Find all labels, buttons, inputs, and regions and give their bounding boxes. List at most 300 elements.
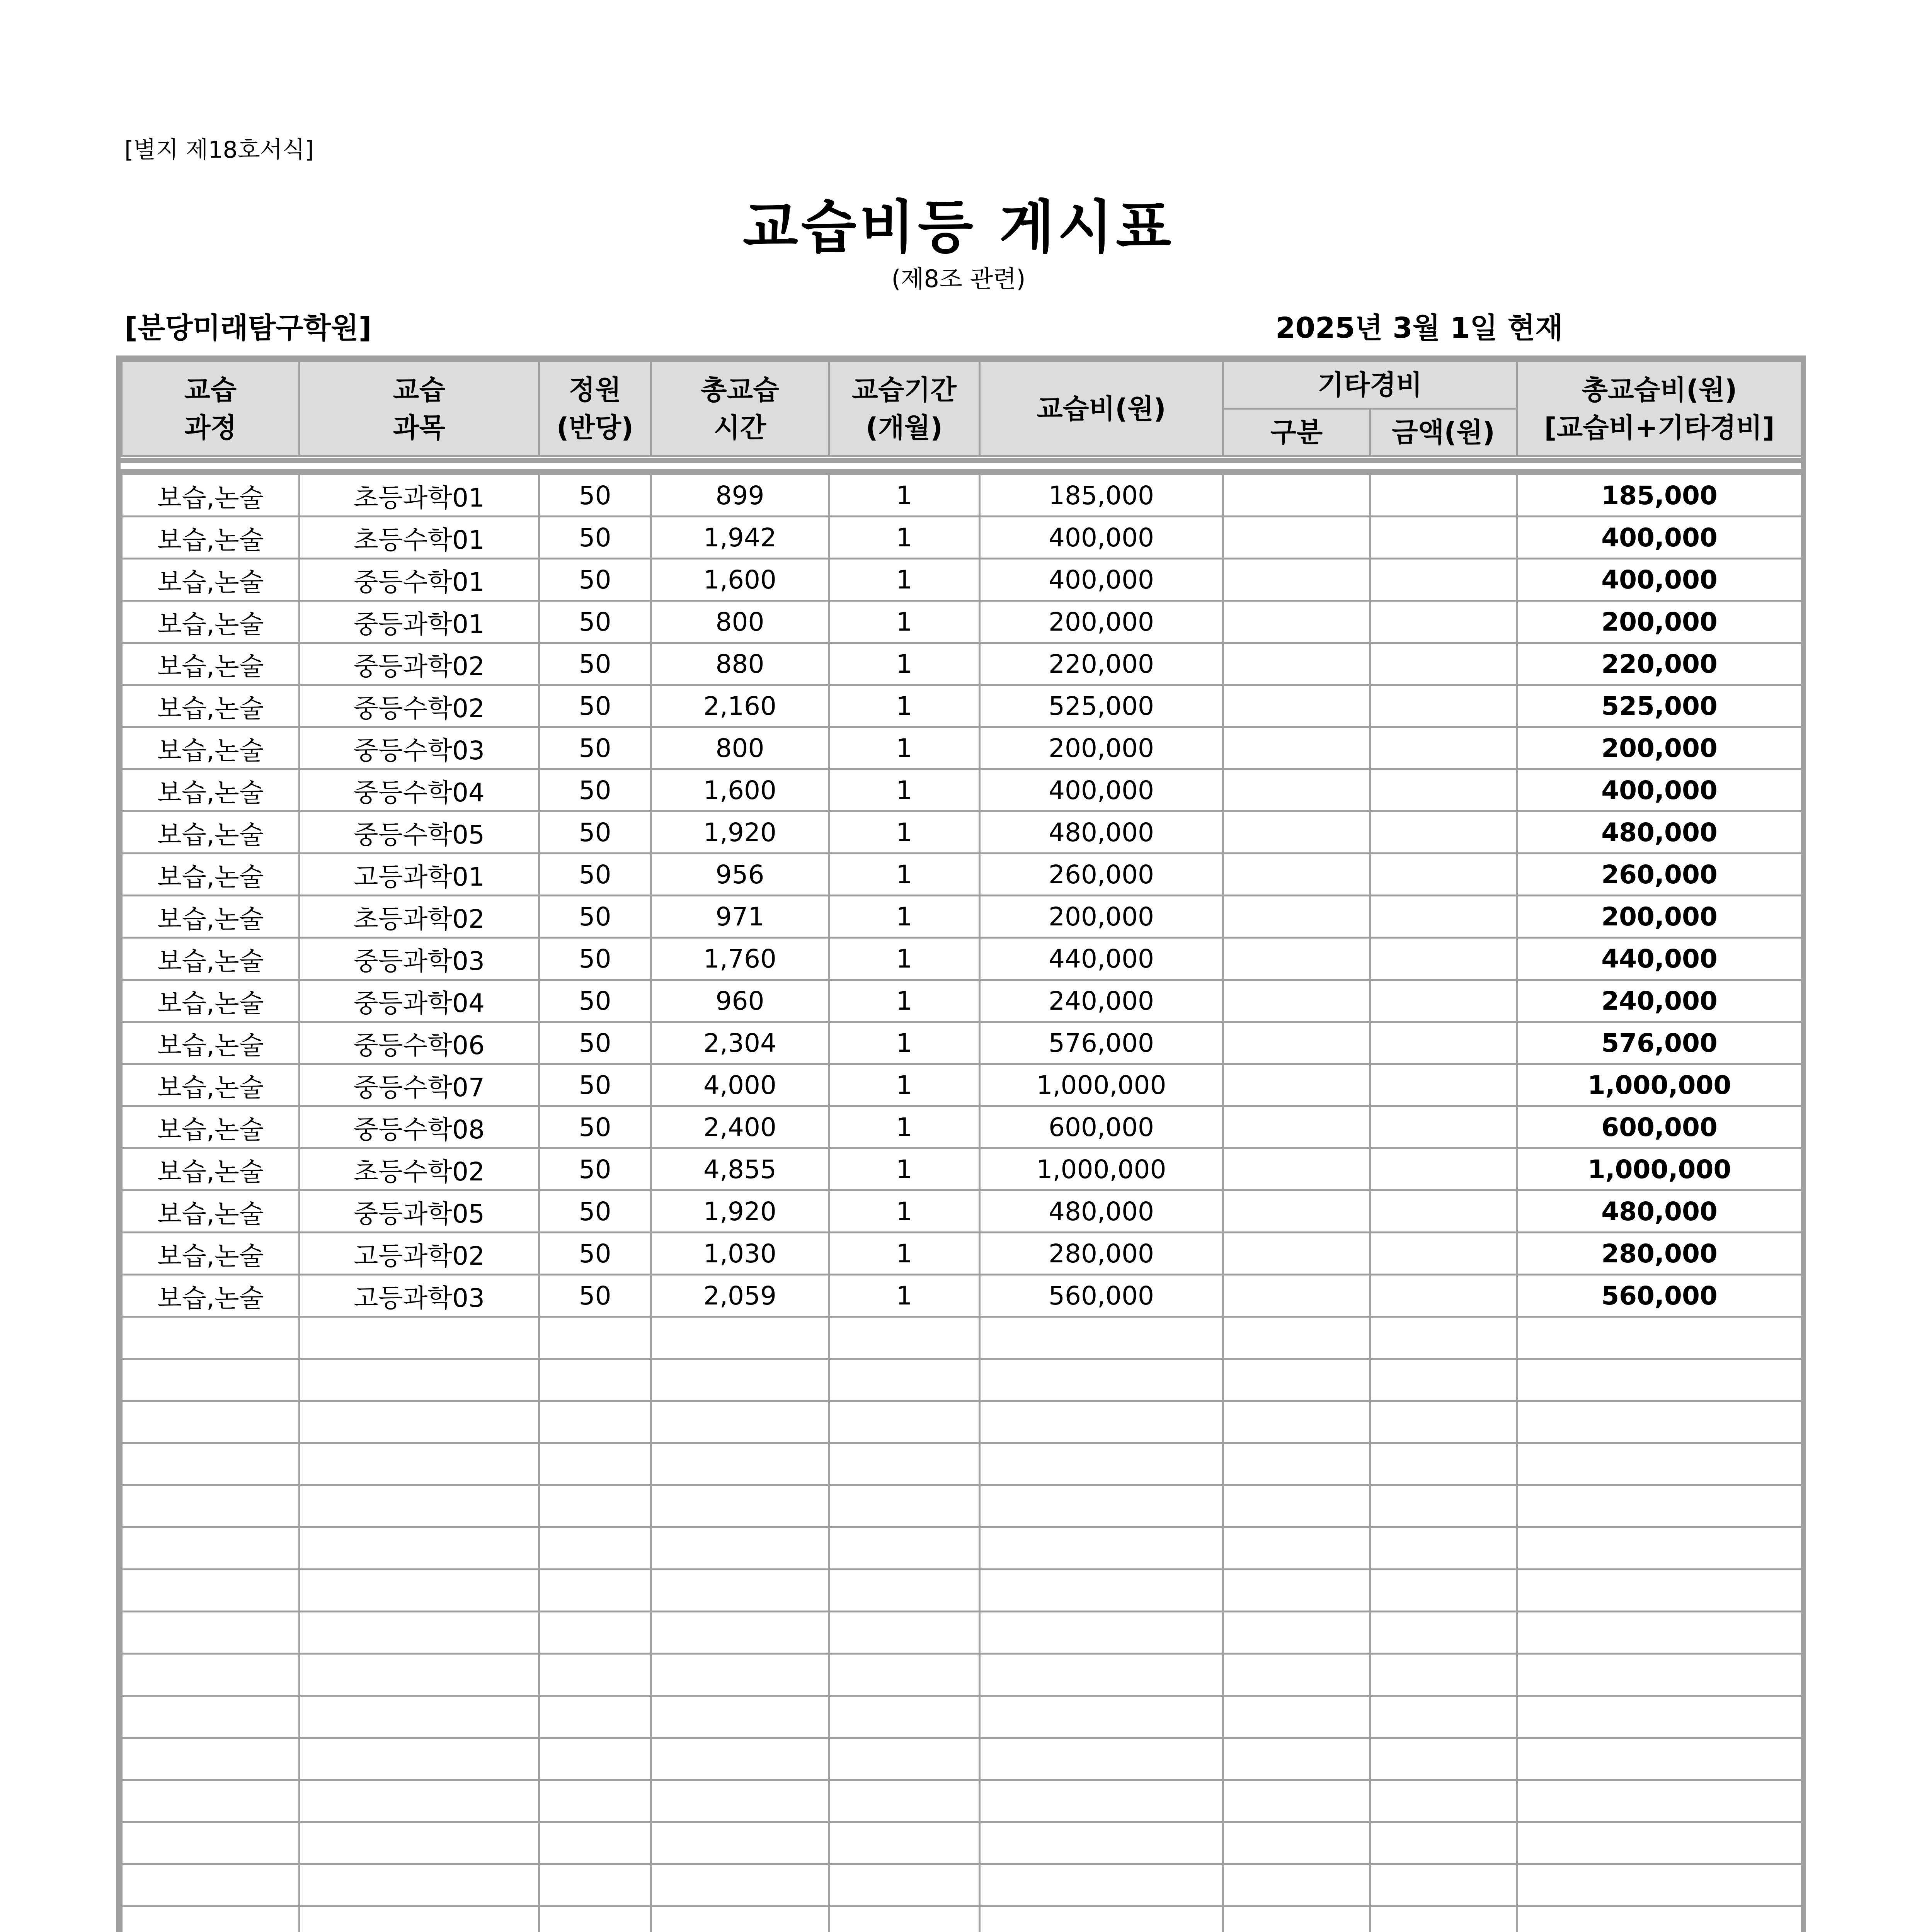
cell-other-amount [1370, 980, 1517, 1022]
blank-cell [122, 1570, 300, 1612]
blank-cell [980, 1443, 1223, 1485]
cell-other-amount [1370, 643, 1517, 685]
cell-tuition: 200,000 [980, 727, 1223, 769]
cell-total: 576,000 [1517, 1022, 1802, 1064]
cell-course: 보습,논술 [122, 938, 300, 980]
blank-cell [300, 1654, 539, 1696]
table-row [122, 727, 1802, 769]
table-row [122, 1022, 1802, 1064]
blank-row [122, 1654, 1802, 1696]
cell-other-type [1223, 727, 1370, 769]
blank-row [122, 1527, 1802, 1570]
cell-capacity: 50 [539, 685, 651, 727]
blank-cell [1517, 1527, 1802, 1570]
cell-months: 1 [829, 643, 980, 685]
blank-cell [829, 1696, 980, 1738]
cell-capacity: 50 [539, 643, 651, 685]
table-row [122, 980, 1802, 1022]
cell-tuition: 560,000 [980, 1275, 1223, 1317]
blank-cell [651, 1822, 829, 1864]
blank-cell [1223, 1654, 1370, 1696]
blank-cell [980, 1864, 1223, 1906]
table-row [122, 1064, 1802, 1106]
blank-cell [122, 1654, 300, 1696]
blank-cell [1223, 1906, 1370, 1932]
blank-row [122, 1359, 1802, 1401]
cell-hours: 1,600 [651, 559, 829, 601]
table-row [122, 643, 1802, 685]
blank-cell [1517, 1780, 1802, 1822]
blank-cell [829, 1359, 980, 1401]
cell-course: 보습,논술 [122, 685, 300, 727]
blank-cell [1223, 1780, 1370, 1822]
cell-hours: 960 [651, 980, 829, 1022]
cell-course: 보습,논술 [122, 1148, 300, 1190]
blank-cell [300, 1359, 539, 1401]
cell-hours: 1,920 [651, 811, 829, 854]
cell-other-amount [1370, 1148, 1517, 1190]
blank-cell [122, 1612, 300, 1654]
blank-cell [1370, 1906, 1517, 1932]
cell-hours: 1,942 [651, 517, 829, 559]
blank-row [122, 1864, 1802, 1906]
blank-cell [651, 1485, 829, 1527]
cell-course: 보습,논술 [122, 474, 300, 517]
blank-cell [122, 1864, 300, 1906]
blank-cell [300, 1612, 539, 1654]
blank-cell [980, 1401, 1223, 1443]
cell-course: 보습,논술 [122, 1275, 300, 1317]
blank-cell [1517, 1906, 1802, 1932]
cell-other-amount [1370, 601, 1517, 643]
blank-cell [651, 1401, 829, 1443]
blank-cell [651, 1780, 829, 1822]
table-row [122, 1275, 1802, 1317]
blank-cell [300, 1864, 539, 1906]
cell-other-type [1223, 1064, 1370, 1106]
blank-cell [1370, 1359, 1517, 1401]
fee-table-header [121, 360, 1803, 457]
blank-cell [122, 1696, 300, 1738]
cell-tuition: 576,000 [980, 1022, 1223, 1064]
cell-tuition: 200,000 [980, 896, 1223, 938]
cell-subject: 중등수학07 [300, 1064, 539, 1106]
blank-cell [1223, 1696, 1370, 1738]
cell-total: 185,000 [1517, 474, 1802, 517]
blank-cell [539, 1527, 651, 1570]
blank-cell [122, 1359, 300, 1401]
cell-hours: 4,855 [651, 1148, 829, 1190]
cell-other-type [1223, 811, 1370, 854]
cell-months: 1 [829, 854, 980, 896]
academy-name: [분당미래탐구학원] [124, 311, 372, 345]
cell-other-type [1223, 474, 1370, 517]
page-title: 교습비등 게시표 [742, 194, 1175, 260]
blank-cell [122, 1317, 300, 1359]
blank-cell [651, 1443, 829, 1485]
blank-cell [980, 1570, 1223, 1612]
cell-other-amount [1370, 769, 1517, 811]
blank-cell [651, 1654, 829, 1696]
cell-other-type [1223, 938, 1370, 980]
blank-cell [539, 1359, 651, 1401]
table-row [122, 1233, 1802, 1275]
blank-cell [651, 1317, 829, 1359]
blank-cell [980, 1822, 1223, 1864]
blank-cell [1517, 1485, 1802, 1527]
cell-subject: 고등과학03 [300, 1275, 539, 1317]
blank-cell [539, 1654, 651, 1696]
blank-cell [1370, 1612, 1517, 1654]
cell-subject: 초등과학02 [300, 896, 539, 938]
blank-cell [980, 1696, 1223, 1738]
blank-cell [539, 1822, 651, 1864]
cell-other-amount [1370, 1106, 1517, 1148]
cell-other-amount [1370, 1022, 1517, 1064]
blank-cell [300, 1822, 539, 1864]
cell-subject: 중등수학01 [300, 559, 539, 601]
cell-capacity: 50 [539, 1064, 651, 1106]
cell-other-amount [1370, 517, 1517, 559]
cell-months: 1 [829, 1022, 980, 1064]
blank-cell [1517, 1443, 1802, 1485]
cell-tuition: 525,000 [980, 685, 1223, 727]
blank-cell [1517, 1612, 1802, 1654]
cell-total: 480,000 [1517, 811, 1802, 854]
cell-other-amount [1370, 1064, 1517, 1106]
cell-hours: 880 [651, 643, 829, 685]
blank-row [122, 1570, 1802, 1612]
blank-cell [539, 1443, 651, 1485]
cell-months: 1 [829, 1233, 980, 1275]
blank-cell [1370, 1570, 1517, 1612]
blank-cell [651, 1864, 829, 1906]
blank-cell [300, 1317, 539, 1359]
cell-course: 보습,논술 [122, 769, 300, 811]
cell-hours: 1,760 [651, 938, 829, 980]
cell-course: 보습,논술 [122, 854, 300, 896]
blank-cell [122, 1738, 300, 1780]
cell-subject: 고등과학01 [300, 854, 539, 896]
cell-subject: 초등수학01 [300, 517, 539, 559]
cell-hours: 4,000 [651, 1064, 829, 1106]
blank-cell [300, 1906, 539, 1932]
blank-cell [829, 1864, 980, 1906]
cell-other-amount [1370, 854, 1517, 896]
cell-tuition: 200,000 [980, 601, 1223, 643]
cell-other-amount [1370, 1190, 1517, 1233]
cell-hours: 1,030 [651, 1233, 829, 1275]
cell-course: 보습,논술 [122, 643, 300, 685]
cell-total: 400,000 [1517, 559, 1802, 601]
cell-total: 1,000,000 [1517, 1064, 1802, 1106]
cell-months: 1 [829, 1064, 980, 1106]
cell-months: 1 [829, 896, 980, 938]
blank-row [122, 1780, 1802, 1822]
blank-cell [651, 1906, 829, 1932]
cell-total: 280,000 [1517, 1233, 1802, 1275]
table-row [122, 601, 1802, 643]
cell-months: 1 [829, 1190, 980, 1233]
cell-months: 1 [829, 938, 980, 980]
blank-cell [651, 1527, 829, 1570]
cell-course: 보습,논술 [122, 1233, 300, 1275]
cell-other-type [1223, 1233, 1370, 1275]
cell-other-type [1223, 1148, 1370, 1190]
blank-cell [300, 1570, 539, 1612]
cell-total: 400,000 [1517, 517, 1802, 559]
cell-course: 보습,논술 [122, 896, 300, 938]
table-row [122, 1190, 1802, 1233]
cell-subject: 초등과학01 [300, 474, 539, 517]
header-tuition: 교습비(원) [980, 361, 1223, 456]
cell-subject: 중등과학03 [300, 938, 539, 980]
blank-cell [829, 1317, 980, 1359]
table-row [122, 811, 1802, 854]
blank-cell [1517, 1317, 1802, 1359]
blank-cell [539, 1864, 651, 1906]
cell-hours: 800 [651, 727, 829, 769]
blank-cell [1370, 1696, 1517, 1738]
cell-capacity: 50 [539, 1233, 651, 1275]
cell-tuition: 400,000 [980, 559, 1223, 601]
cell-hours: 971 [651, 896, 829, 938]
cell-total: 200,000 [1517, 601, 1802, 643]
blank-cell [1370, 1654, 1517, 1696]
cell-other-amount [1370, 811, 1517, 854]
cell-other-type [1223, 601, 1370, 643]
blank-cell [539, 1906, 651, 1932]
blank-cell [1223, 1570, 1370, 1612]
cell-course: 보습,논술 [122, 980, 300, 1022]
blank-cell [980, 1527, 1223, 1570]
cell-other-amount [1370, 685, 1517, 727]
cell-tuition: 185,000 [980, 474, 1223, 517]
cell-months: 1 [829, 601, 980, 643]
cell-tuition: 600,000 [980, 1106, 1223, 1148]
cell-other-amount [1370, 938, 1517, 980]
table-row [122, 1148, 1802, 1190]
cell-hours: 2,400 [651, 1106, 829, 1148]
blank-cell [1223, 1359, 1370, 1401]
cell-months: 1 [829, 811, 980, 854]
cell-other-type [1223, 769, 1370, 811]
cell-other-type [1223, 559, 1370, 601]
blank-cell [1223, 1738, 1370, 1780]
blank-cell [829, 1443, 980, 1485]
blank-cell [1223, 1864, 1370, 1906]
blank-cell [300, 1527, 539, 1570]
blank-row [122, 1906, 1802, 1932]
cell-total: 480,000 [1517, 1190, 1802, 1233]
blank-cell [122, 1401, 300, 1443]
header-subject: 교습 과목 [300, 361, 539, 456]
cell-hours: 1,920 [651, 1190, 829, 1233]
header-other-expenses: 기타경비 [1223, 361, 1517, 409]
blank-cell [980, 1654, 1223, 1696]
cell-tuition: 400,000 [980, 769, 1223, 811]
cell-tuition: 240,000 [980, 980, 1223, 1022]
cell-other-type [1223, 643, 1370, 685]
blank-cell [122, 1780, 300, 1822]
cell-total: 260,000 [1517, 854, 1802, 896]
cell-subject: 중등과학02 [300, 643, 539, 685]
blank-cell [1223, 1317, 1370, 1359]
blank-cell [1517, 1738, 1802, 1780]
cell-subject: 중등과학01 [300, 601, 539, 643]
blank-cell [1223, 1612, 1370, 1654]
cell-other-amount [1370, 474, 1517, 517]
cell-other-amount [1370, 727, 1517, 769]
cell-capacity: 50 [539, 727, 651, 769]
blank-cell [1370, 1822, 1517, 1864]
cell-months: 1 [829, 1275, 980, 1317]
blank-cell [651, 1570, 829, 1612]
blank-cell [829, 1780, 980, 1822]
blank-cell [1223, 1527, 1370, 1570]
page-subtitle: (제8조 관련) [891, 265, 1026, 293]
cell-other-type [1223, 896, 1370, 938]
blank-cell [300, 1738, 539, 1780]
cell-capacity: 50 [539, 559, 651, 601]
cell-hours: 2,160 [651, 685, 829, 727]
blank-cell [1370, 1443, 1517, 1485]
table-row [122, 559, 1802, 601]
cell-hours: 2,304 [651, 1022, 829, 1064]
blank-row [122, 1822, 1802, 1864]
cell-other-type [1223, 1190, 1370, 1233]
table-row [122, 938, 1802, 980]
blank-cell [539, 1780, 651, 1822]
cell-total: 600,000 [1517, 1106, 1802, 1148]
cell-subject: 중등수학08 [300, 1106, 539, 1148]
cell-capacity: 50 [539, 938, 651, 980]
cell-capacity: 50 [539, 769, 651, 811]
cell-total: 1,000,000 [1517, 1148, 1802, 1190]
cell-subject: 중등수학05 [300, 811, 539, 854]
blank-cell [829, 1570, 980, 1612]
blank-cell [1223, 1822, 1370, 1864]
table-row [122, 517, 1802, 559]
cell-capacity: 50 [539, 980, 651, 1022]
table-row [122, 896, 1802, 938]
blank-cell [539, 1570, 651, 1612]
cell-subject: 중등수학03 [300, 727, 539, 769]
cell-hours: 1,600 [651, 769, 829, 811]
cell-other-amount [1370, 1233, 1517, 1275]
blank-cell [300, 1485, 539, 1527]
cell-subject: 초등수학02 [300, 1148, 539, 1190]
cell-course: 보습,논술 [122, 559, 300, 601]
header-period: 교습기간 (개월) [829, 361, 980, 456]
blank-cell [539, 1401, 651, 1443]
cell-capacity: 50 [539, 1275, 651, 1317]
cell-capacity: 50 [539, 854, 651, 896]
cell-hours: 899 [651, 474, 829, 517]
cell-months: 1 [829, 727, 980, 769]
cell-other-type [1223, 1275, 1370, 1317]
blank-cell [1370, 1317, 1517, 1359]
cell-tuition: 480,000 [980, 811, 1223, 854]
cell-hours: 800 [651, 601, 829, 643]
blank-cell [1223, 1401, 1370, 1443]
cell-capacity: 50 [539, 517, 651, 559]
cell-months: 1 [829, 1148, 980, 1190]
blank-cell [122, 1485, 300, 1527]
cell-capacity: 50 [539, 601, 651, 643]
blank-cell [1517, 1401, 1802, 1443]
blank-cell [829, 1822, 980, 1864]
cell-course: 보습,논술 [122, 811, 300, 854]
cell-course: 보습,논술 [122, 727, 300, 769]
cell-tuition: 1,000,000 [980, 1064, 1223, 1106]
blank-cell [1370, 1780, 1517, 1822]
blank-cell [980, 1612, 1223, 1654]
cell-subject: 중등과학04 [300, 980, 539, 1022]
cell-other-type [1223, 685, 1370, 727]
blank-cell [980, 1780, 1223, 1822]
cell-other-amount [1370, 1275, 1517, 1317]
form-number: [별지 제18호서식] [124, 136, 314, 163]
cell-capacity: 50 [539, 1106, 651, 1148]
blank-cell [1517, 1359, 1802, 1401]
blank-cell [829, 1485, 980, 1527]
header-course: 교습 과정 [122, 361, 300, 456]
blank-cell [829, 1654, 980, 1696]
cell-tuition: 220,000 [980, 643, 1223, 685]
blank-cell [300, 1443, 539, 1485]
blank-cell [1223, 1485, 1370, 1527]
blank-cell [829, 1738, 980, 1780]
header-total-hours: 총교습 시간 [651, 361, 829, 456]
cell-total: 525,000 [1517, 685, 1802, 727]
cell-total: 200,000 [1517, 896, 1802, 938]
blank-cell [300, 1780, 539, 1822]
blank-cell [1517, 1822, 1802, 1864]
cell-capacity: 50 [539, 811, 651, 854]
table-row [122, 1106, 1802, 1148]
cell-subject: 중등수학02 [300, 685, 539, 727]
header-separator [121, 458, 1801, 473]
blank-cell [300, 1696, 539, 1738]
cell-other-type [1223, 980, 1370, 1022]
cell-months: 1 [829, 685, 980, 727]
blank-row [122, 1317, 1802, 1359]
cell-course: 보습,논술 [122, 1106, 300, 1148]
blank-cell [1223, 1443, 1370, 1485]
blank-cell [539, 1738, 651, 1780]
cell-total: 560,000 [1517, 1275, 1802, 1317]
cell-course: 보습,논술 [122, 1022, 300, 1064]
blank-row [122, 1696, 1802, 1738]
fee-table [121, 473, 1803, 1932]
blank-cell [980, 1485, 1223, 1527]
blank-cell [539, 1485, 651, 1527]
cell-other-amount [1370, 559, 1517, 601]
blank-cell [539, 1696, 651, 1738]
blank-cell [1517, 1570, 1802, 1612]
blank-cell [1370, 1864, 1517, 1906]
blank-row [122, 1738, 1802, 1780]
header-total-fee: 총교습비(원) [교습비+기타경비] [1517, 361, 1802, 456]
blank-cell [1517, 1696, 1802, 1738]
blank-cell [829, 1527, 980, 1570]
cell-tuition: 280,000 [980, 1233, 1223, 1275]
blank-cell [300, 1401, 539, 1443]
blank-cell [980, 1738, 1223, 1780]
cell-course: 보습,논술 [122, 1190, 300, 1233]
blank-cell [651, 1696, 829, 1738]
